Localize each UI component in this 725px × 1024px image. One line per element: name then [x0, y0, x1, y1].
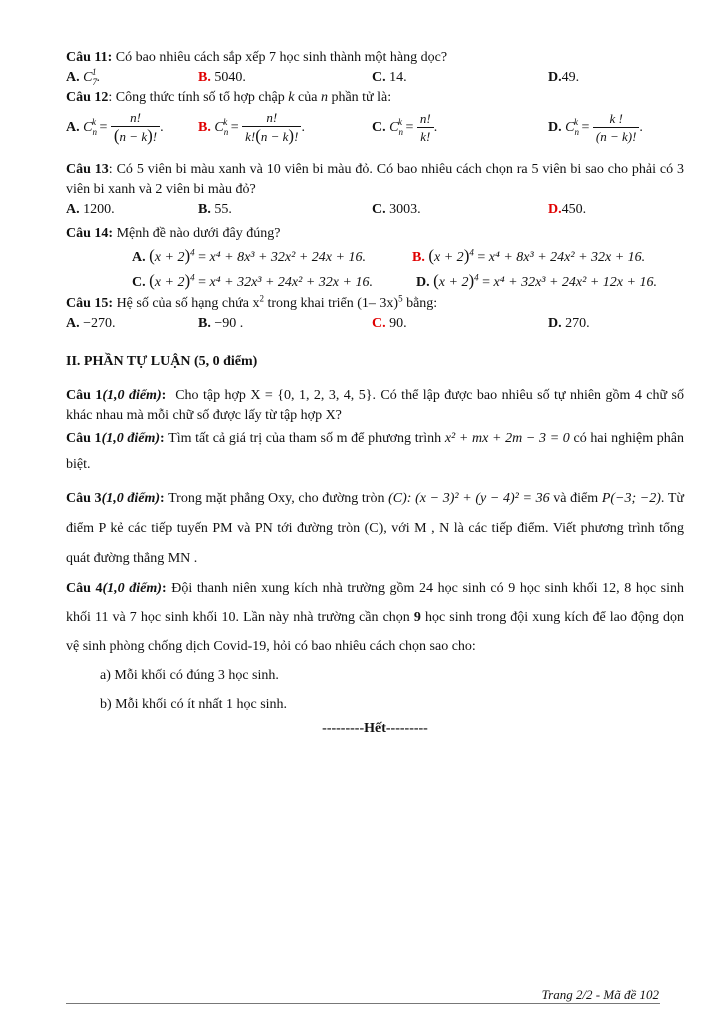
- q11-stem: Câu 11: Có bao nhiêu cách sắp xếp 7 học sinh thành một hàng dọc?: [66, 50, 448, 65]
- q15-option-c: C. 90.: [372, 316, 407, 331]
- q11-option-d: D.49.: [548, 70, 580, 85]
- footer-divider: [66, 1003, 660, 1004]
- q13-option-d: D.450.: [548, 202, 587, 217]
- q15-option-b: B. −90 .: [198, 316, 244, 331]
- q12-option-c: C. $C_n^k$ = $\frac{n!}{k!}$ .: [372, 110, 438, 144]
- page-footer: Trang 2/2 - Mã đề 102: [541, 987, 659, 1002]
- q12-option-d: D. $C_n^k$ = $\frac{k !}{(n - k)!}$ .: [548, 110, 643, 144]
- q15-option-d: D. 270.: [548, 316, 590, 331]
- q13-stem: Câu 13: Có 5 viên bi màu xanh và 10 viên bi màu đỏ. Có bao nhiêu cách chọn ra 5 viên bi sao cho phải có 3 viên bi xanh và 2 viên bi màu đỏ?: [66, 162, 684, 197]
- essay-4-part-a: a) Mỗi khối có đúng 3 học sinh.: [100, 668, 279, 683]
- q15-stem: Câu 15: Hệ số của số hạng chứa $x^2$ trong khai triển (1– 3x)$^5$ bằng:: [66, 293, 438, 311]
- section-2-heading: II. PHẦN TỰ LUẬN (5, 0 điểm): [66, 354, 258, 369]
- q14-option-a: A. $(x + 2)^4 = x^4 + 8x^3 + 32x^2 + 24x + 16$.: [132, 246, 366, 265]
- end-marker: ---------Hết---------: [322, 721, 428, 736]
- q12-option-b: B. $C_n^k$ = $\frac{n!}{k!(n - k)!}$ .: [198, 110, 305, 146]
- q13-options: [66, 200, 684, 220]
- q11-options: [66, 68, 684, 88]
- essay-3: Câu 3(1,0 điểm): Trong mặt phẳng Oxy, cho đường tròn (C): (x − 3)² + (y − 4)² = 36 và điểm P(−3; −2). Từ điểm P kẻ các tiếp tuyến PM và PN tới đường tròn (C), với M , N là các tiếp điểm. Viết phương trình tổng quát đường thẳng MN .: [66, 491, 684, 566]
- q12-stem: Câu 12: Công thức tính số tổ hợp chập k của n phần tử là:: [66, 90, 392, 105]
- q13-option-a: A. 1200.: [66, 202, 115, 217]
- q11-option-c: C. 14.: [372, 70, 407, 85]
- q12-option-a: A. $C_n^k$ = $\frac{n!}{(n - k)!}$ .: [66, 110, 164, 146]
- q14-option-d: D. $(x + 2)^4 = x^4 + 32x^3 + 24x^2 + 12x + 16$.: [416, 271, 657, 290]
- essay-4-part-b: b) Mỗi khối có ít nhất 1 học sinh.: [100, 697, 288, 712]
- essay-2: Câu 1(1,0 điểm): Tìm tất cả giá trị của tham số m để phương trình x² + mx + 2m − 3 = 0 có hai nghiệm phân biệt.: [66, 431, 684, 472]
- q14-stem: Câu 14: Mệnh đề nào dưới đây đúng?: [66, 226, 281, 241]
- q14-options-row2: [66, 268, 684, 294]
- q14-option-b: B. $(x + 2)^4 = x^4 + 8x^3 + 24x^2 + 32x + 16$.: [412, 246, 646, 265]
- essay-4: Câu 4(1,0 điểm): Đội thanh niên xung kích nhà trường gồm 24 học sinh có 9 học sinh khối 12, 8 học sinh khối 11 và 7 học sinh khối 10. Lần này nhà trường cần chọn 9 học sinh trong đội xung kích để lao động dọn vệ sinh phòng chống dịch Covid-19, hỏi có bao nhiêu cách chọn sao cho:: [66, 581, 685, 654]
- q14-options-row1: [66, 244, 684, 268]
- essay-1: Câu 1(1,0 điểm): Cho tập hợp X = {0, 1, 2, 3, 4, 5}. Có thể lập được bao nhiêu số tự nhiên gồm 4 chữ số khác nhau mà mỗi chữ số được lấy từ tập hợp X?: [66, 388, 684, 423]
- q13-option-c: C. 3003.: [372, 202, 421, 217]
- q12-options: [66, 108, 684, 148]
- q15-options: [66, 314, 684, 334]
- q15-option-a: A. −270.: [66, 316, 116, 331]
- q14-option-c: C. $(x + 2)^4 = x^4 + 32x^3 + 24x^2 + 32x + 16$.: [132, 271, 373, 290]
- q11-option-b: B. 5040.: [198, 70, 246, 85]
- q13-option-b: B. 55.: [198, 202, 232, 217]
- q11-option-a: A. $C_7^1$.: [66, 67, 100, 87]
- exam-page: [66, 48, 684, 739]
